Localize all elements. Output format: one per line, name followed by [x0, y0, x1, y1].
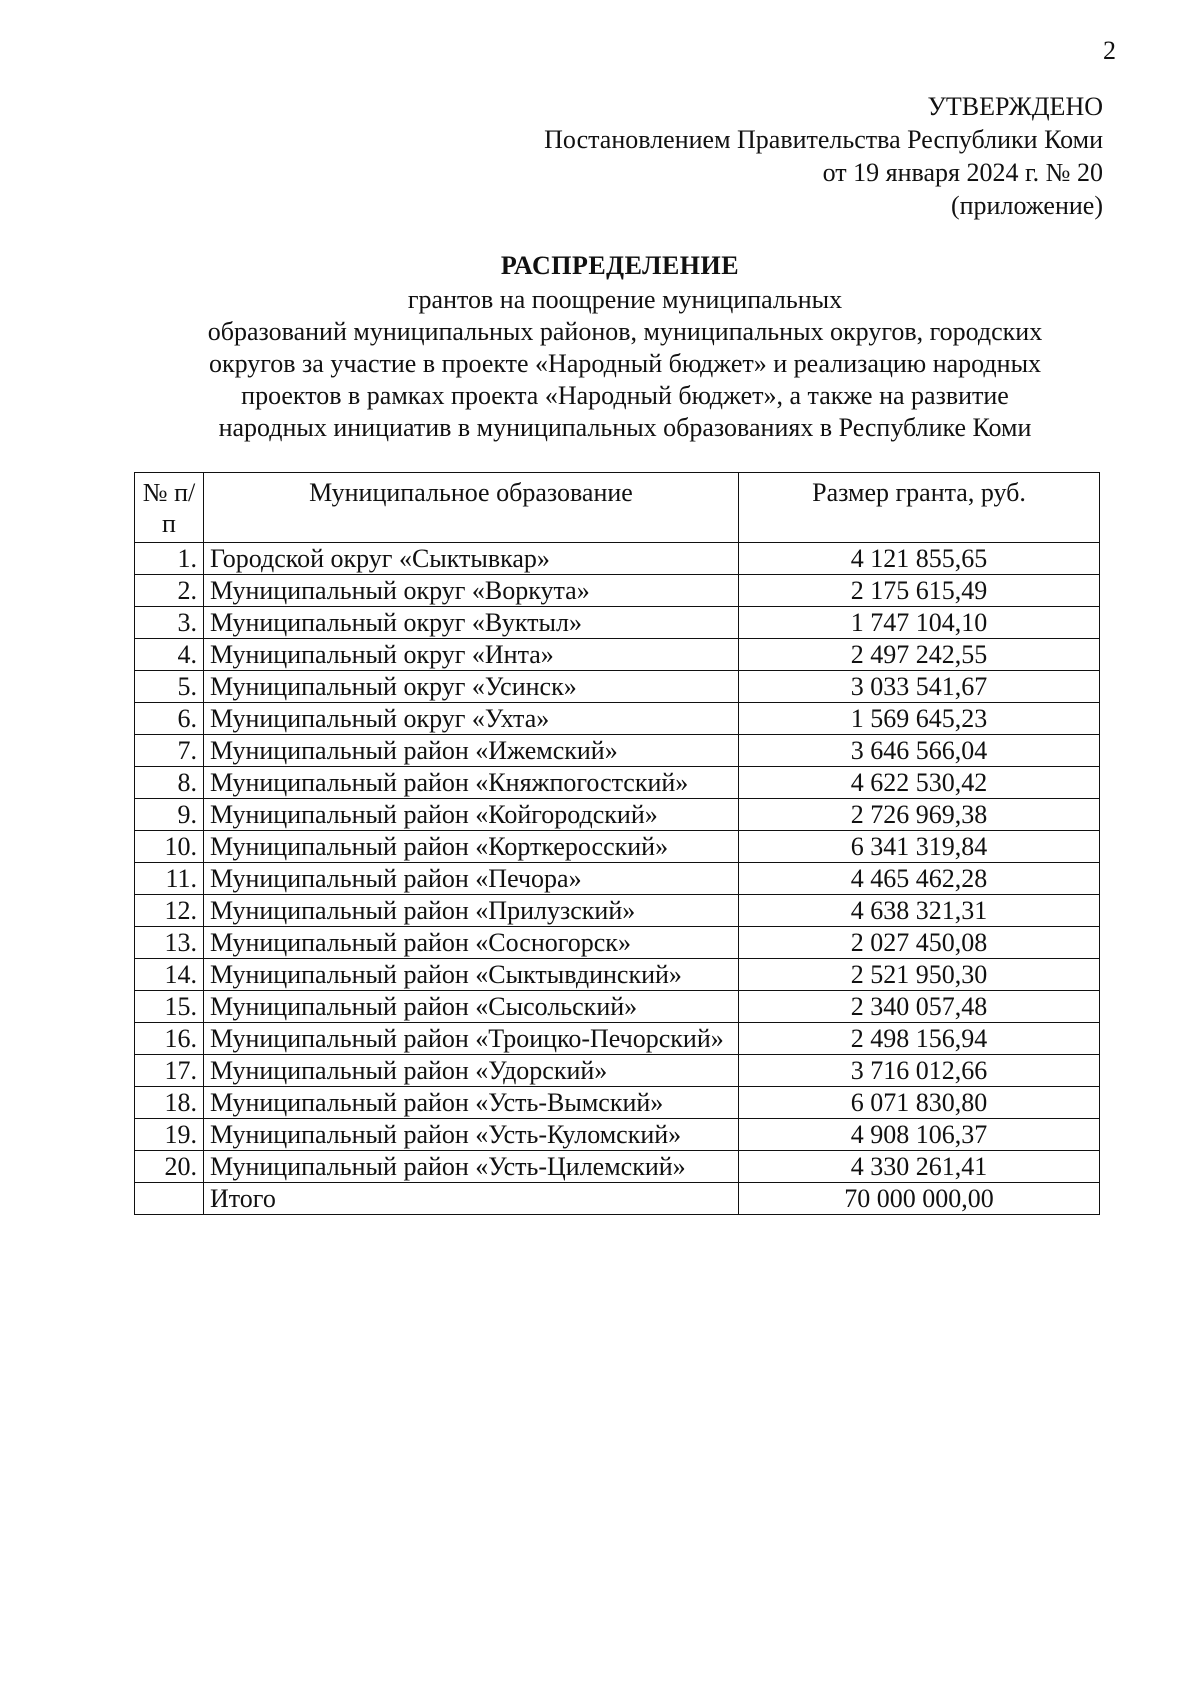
- row-grant-amount: 2 175 615,49: [739, 575, 1100, 607]
- row-grant-amount: 2 498 156,94: [739, 1023, 1100, 1055]
- row-municipality: Муниципальный район «Удорский»: [204, 1055, 739, 1087]
- row-grant-amount: 4 908 106,37: [739, 1119, 1100, 1151]
- total-label: Итого: [204, 1183, 739, 1215]
- table-body: [135, 543, 1100, 1183]
- subtitle-line: народных инициатив в муниципальных образованиях в Республике Коми: [218, 413, 1032, 442]
- row-grant-amount: 3 646 566,04: [739, 735, 1100, 767]
- row-municipality: Муниципальный округ «Ухта»: [204, 703, 739, 735]
- approval-authority: Постановлением Правительства Республики Коми: [544, 125, 1103, 154]
- row-num: 18.: [135, 1087, 204, 1119]
- header-municipality: Муниципальное образование: [204, 473, 739, 543]
- table-row: [135, 863, 1100, 895]
- total-amount: 70 000 000,00: [739, 1183, 1100, 1215]
- row-grant-amount: 4 330 261,41: [739, 1151, 1100, 1183]
- row-municipality: Городской округ «Сыктывкар»: [204, 543, 739, 575]
- row-municipality: Муниципальный район «Сосногорск»: [204, 927, 739, 959]
- grants-table: [134, 472, 1100, 1215]
- page-number: 2: [1103, 36, 1116, 65]
- row-num: 5.: [135, 671, 204, 703]
- row-num: 19.: [135, 1119, 204, 1151]
- row-municipality: Муниципальный район «Корткеросский»: [204, 831, 739, 863]
- table-header-row: [135, 473, 1100, 543]
- total-num-cell: [135, 1183, 204, 1215]
- approval-status: УТВЕРЖДЕНО: [927, 92, 1103, 121]
- row-grant-amount: 2 340 057,48: [739, 991, 1100, 1023]
- row-num: 14.: [135, 959, 204, 991]
- table-total-row: [135, 1183, 1100, 1215]
- approval-annex-note: (приложение): [950, 191, 1103, 220]
- row-grant-amount: 6 341 319,84: [739, 831, 1100, 863]
- row-grant-amount: 3 033 541,67: [739, 671, 1100, 703]
- row-num: 2.: [135, 575, 204, 607]
- approval-block: [463, 90, 1103, 222]
- row-municipality: Муниципальный район «Усть-Вымский»: [204, 1087, 739, 1119]
- table-row: [135, 607, 1100, 639]
- row-grant-amount: 4 622 530,42: [739, 767, 1100, 799]
- table-row: [135, 895, 1100, 927]
- row-grant-amount: 1 569 645,23: [739, 703, 1100, 735]
- approval-date-number: от 19 января 2024 г. № 20: [822, 158, 1103, 187]
- row-municipality: Муниципальный район «Прилузский»: [204, 895, 739, 927]
- table-row: [135, 543, 1100, 575]
- row-grant-amount: 3 716 012,66: [739, 1055, 1100, 1087]
- row-num: 16.: [135, 1023, 204, 1055]
- row-num: 1.: [135, 543, 204, 575]
- row-municipality: Муниципальный округ «Вуктыл»: [204, 607, 739, 639]
- table-row: [135, 703, 1100, 735]
- row-num: 10.: [135, 831, 204, 863]
- row-grant-amount: 2 027 450,08: [739, 927, 1100, 959]
- table-row: [135, 1151, 1100, 1183]
- row-municipality: Муниципальный район «Ижемский»: [204, 735, 739, 767]
- table-row: [135, 799, 1100, 831]
- row-num: 6.: [135, 703, 204, 735]
- table-row: [135, 639, 1100, 671]
- document-title: РАСПРЕДЕЛЕНИЕ: [500, 251, 740, 280]
- row-num: 3.: [135, 607, 204, 639]
- row-num: 12.: [135, 895, 204, 927]
- row-grant-amount: 2 497 242,55: [739, 639, 1100, 671]
- row-municipality: Муниципальный округ «Инта»: [204, 639, 739, 671]
- table-row: [135, 735, 1100, 767]
- row-num: 9.: [135, 799, 204, 831]
- subtitle-line: грантов на поощрение муниципальных: [407, 285, 843, 314]
- table-row: [135, 1023, 1100, 1055]
- table-row: [135, 767, 1100, 799]
- table-row: [135, 1087, 1100, 1119]
- subtitle-line: образований муниципальных районов, муниципальных округов, городских: [207, 317, 1043, 346]
- row-num: 11.: [135, 863, 204, 895]
- row-municipality: Муниципальный район «Княжпогостский»: [204, 767, 739, 799]
- subtitle-line: округов за участие в проекте «Народный бюджет» и реализацию народных: [208, 349, 1042, 378]
- row-grant-amount: 2 521 950,30: [739, 959, 1100, 991]
- table-row: [135, 991, 1100, 1023]
- row-municipality: Муниципальный район «Сысольский»: [204, 991, 739, 1023]
- row-num: 7.: [135, 735, 204, 767]
- row-num: 4.: [135, 639, 204, 671]
- row-grant-amount: 2 726 969,38: [739, 799, 1100, 831]
- row-municipality: Муниципальный округ «Усинск»: [204, 671, 739, 703]
- subtitle-line: проектов в рамках проекта «Народный бюджет», а также на развитие: [241, 381, 1009, 410]
- table-row: [135, 671, 1100, 703]
- table-row: [135, 927, 1100, 959]
- header-grant-amount: Размер гранта, руб.: [739, 473, 1100, 543]
- header-num: № п/п: [135, 473, 204, 543]
- row-grant-amount: 1 747 104,10: [739, 607, 1100, 639]
- row-municipality: Муниципальный район «Печора»: [204, 863, 739, 895]
- row-municipality: Муниципальный район «Сыктывдинский»: [204, 959, 739, 991]
- row-municipality: Муниципальный район «Койгородский»: [204, 799, 739, 831]
- row-municipality: Муниципальный округ «Воркута»: [204, 575, 739, 607]
- row-num: 8.: [135, 767, 204, 799]
- row-num: 15.: [135, 991, 204, 1023]
- document-subtitle: [150, 284, 1100, 444]
- table-row: [135, 959, 1100, 991]
- row-grant-amount: 6 071 830,80: [739, 1087, 1100, 1119]
- table-row: [135, 1119, 1100, 1151]
- table-row: [135, 1055, 1100, 1087]
- row-grant-amount: 4 465 462,28: [739, 863, 1100, 895]
- row-municipality: Муниципальный район «Усть-Куломский»: [204, 1119, 739, 1151]
- table-row: [135, 575, 1100, 607]
- row-num: 13.: [135, 927, 204, 959]
- row-grant-amount: 4 638 321,31: [739, 895, 1100, 927]
- row-num: 20.: [135, 1151, 204, 1183]
- row-grant-amount: 4 121 855,65: [739, 543, 1100, 575]
- row-municipality: Муниципальный район «Усть-Цилемский»: [204, 1151, 739, 1183]
- table-row: [135, 831, 1100, 863]
- row-num: 17.: [135, 1055, 204, 1087]
- row-municipality: Муниципальный район «Троицко-Печорский»: [204, 1023, 739, 1055]
